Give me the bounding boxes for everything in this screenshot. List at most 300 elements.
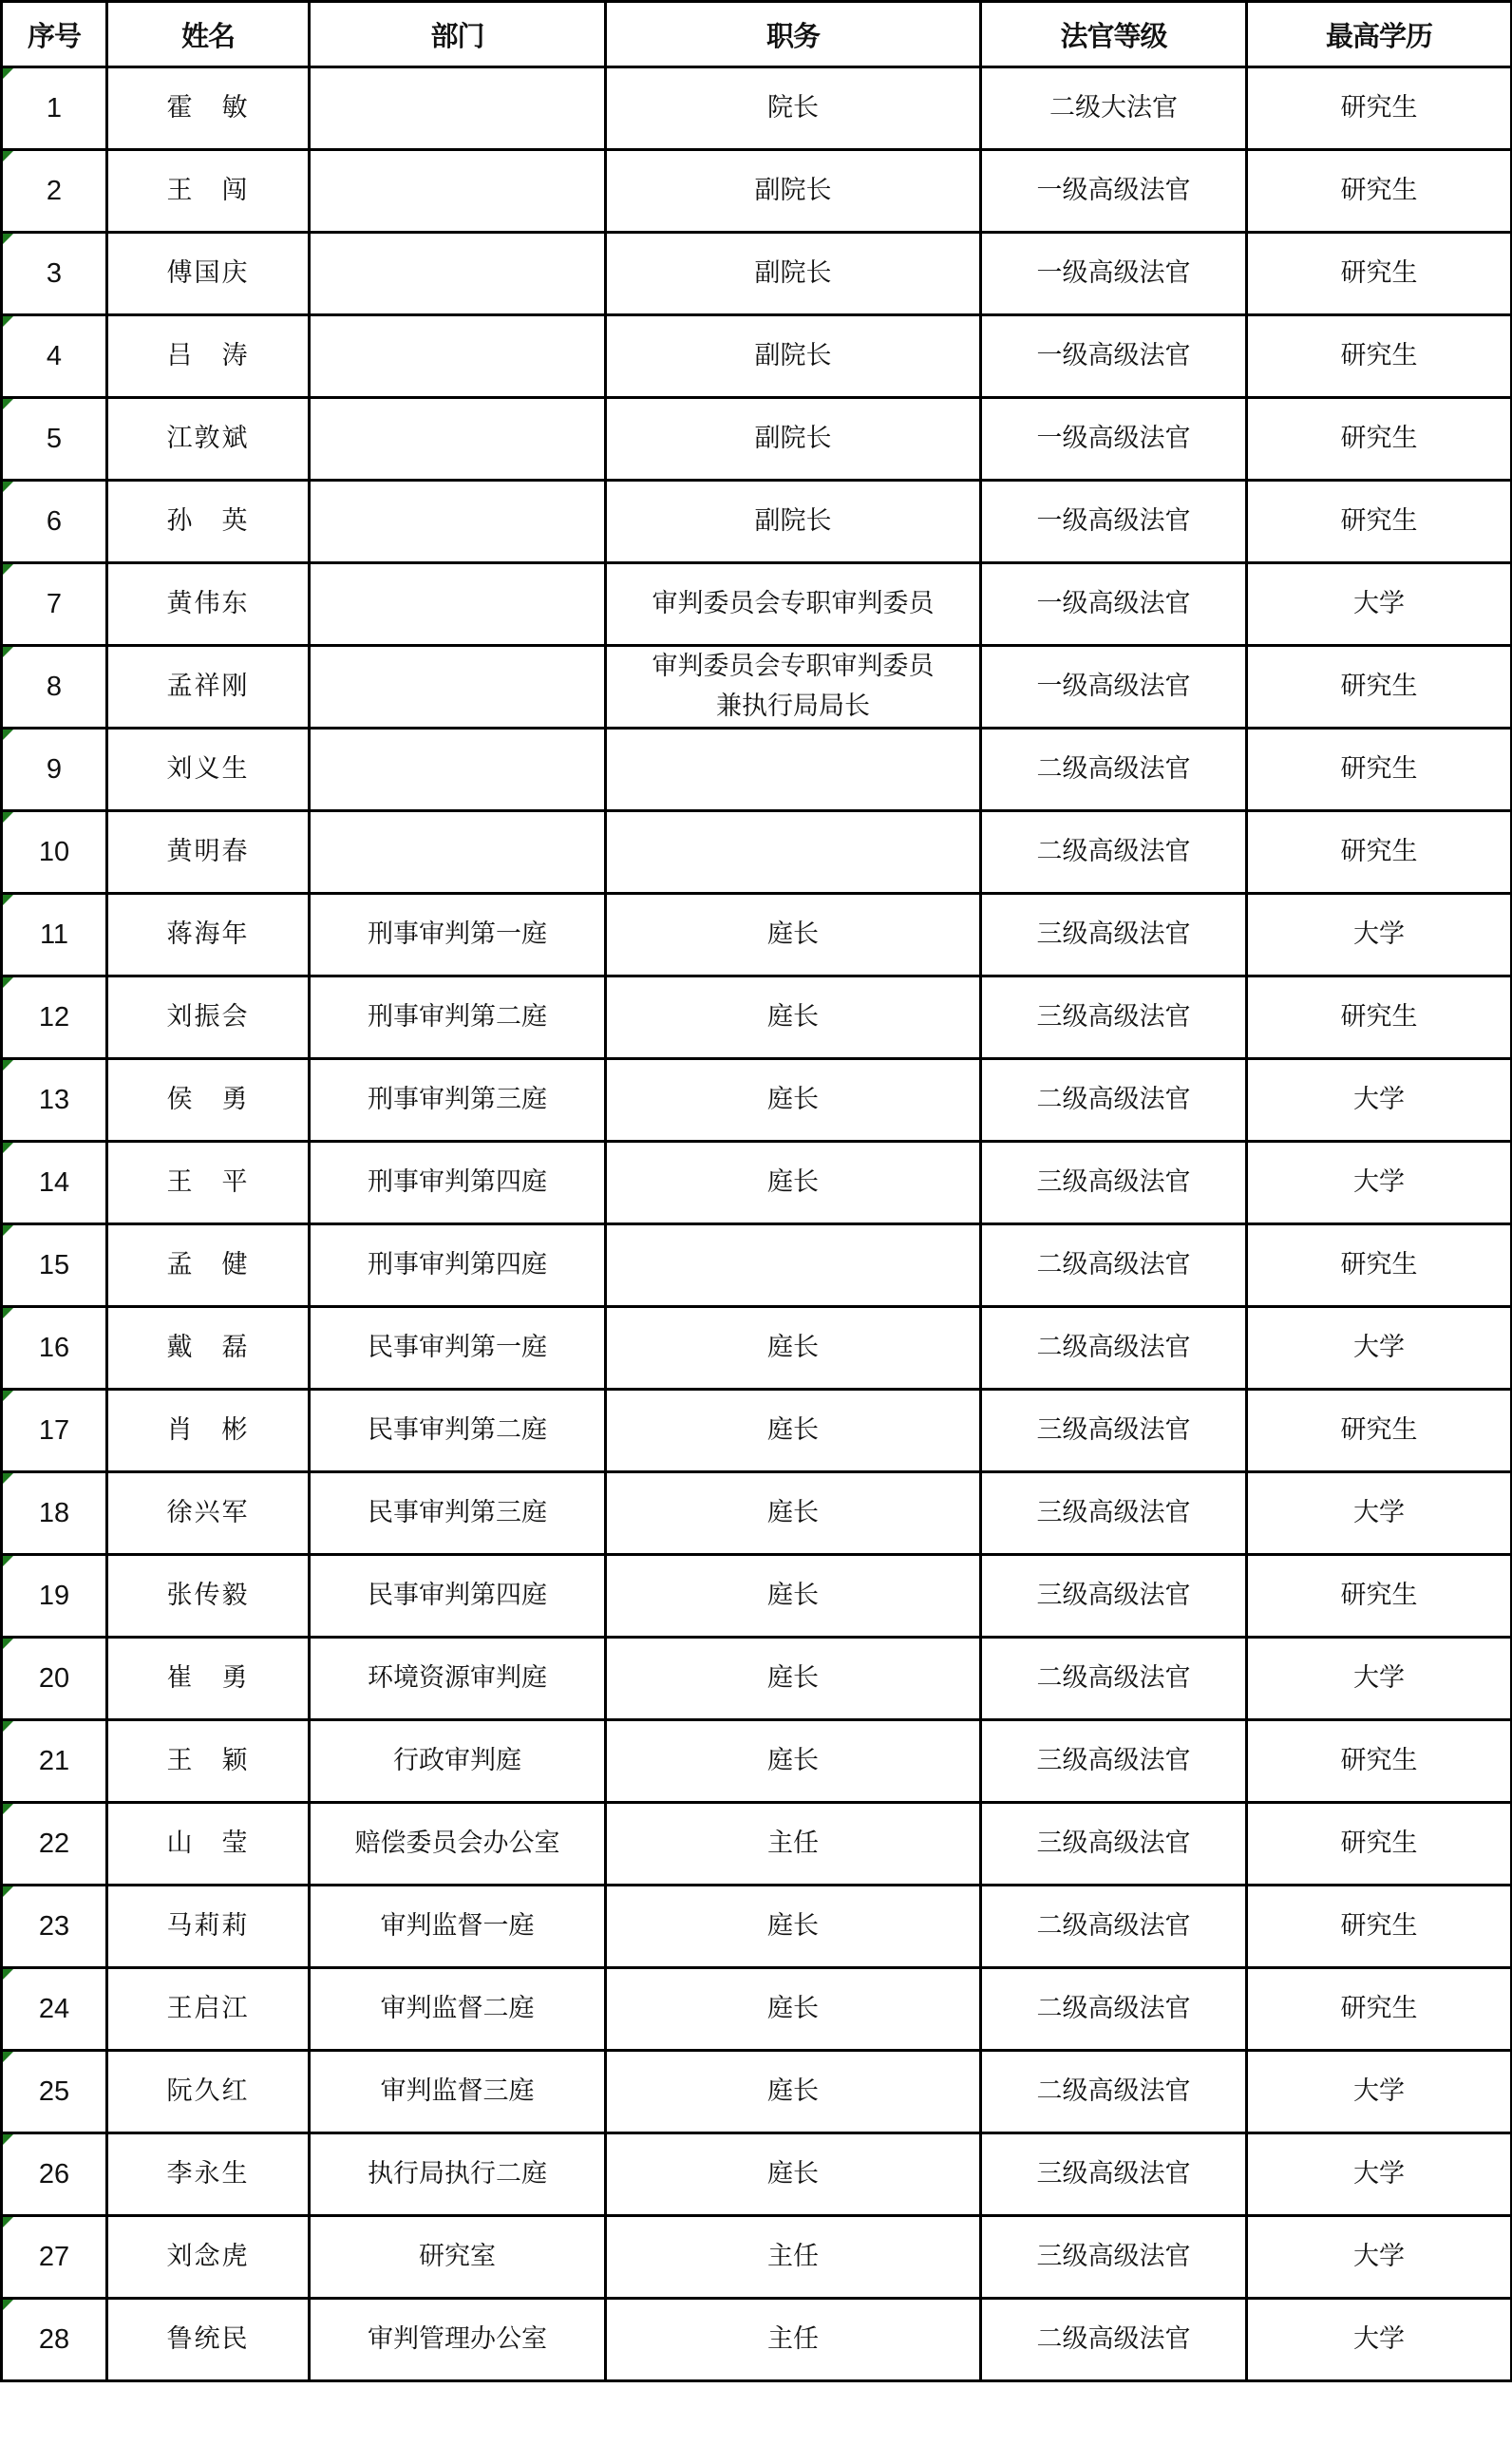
department: 审判监督二庭 [380,1994,535,2023]
cell-rank[interactable] [981,1224,1247,1307]
cell-rank[interactable] [981,67,1247,150]
judge-name: 徐兴军 [166,1498,250,1527]
comment-marker-icon [3,1721,13,1732]
table-row [2,1307,1512,1390]
cell-dept[interactable] [310,563,606,646]
education: 研究生 [1340,672,1418,701]
department: 刑事审判第四庭 [368,1167,547,1197]
cell-position[interactable] [606,1555,981,1638]
cell-dept[interactable] [310,2133,606,2216]
department: 民事审判第二庭 [368,1415,547,1445]
cell-education[interactable] [1247,729,1512,811]
cell-name[interactable] [107,1472,310,1555]
education: 大学 [1353,1333,1405,1362]
cell-name[interactable] [107,481,310,563]
cell-no[interactable] [2,1968,107,2051]
cell-dept[interactable] [310,1472,606,1555]
education: 研究生 [1340,176,1418,205]
education: 大学 [1353,1167,1405,1197]
cell-no[interactable] [2,2051,107,2133]
cell-dept[interactable] [310,1555,606,1638]
comment-marker-icon [3,1225,13,1236]
cell-name[interactable] [107,1968,310,2051]
position-line-1: 主任 [767,1829,819,1858]
judge-name: 阮久红 [166,2076,250,2106]
cell-education[interactable] [1247,1720,1512,1803]
judge-name: 王 平 [166,1167,250,1197]
cell-name[interactable] [107,1886,310,1968]
cell-education[interactable] [1247,1472,1512,1555]
cell-rank[interactable] [981,2299,1247,2381]
cell-education[interactable] [1247,1886,1512,1968]
table-row [2,1886,1512,1968]
position-line-1: 庭长 [767,1415,819,1445]
judge-name: 张传毅 [166,1581,250,1610]
row-number: 2 [46,176,63,206]
table-row [2,2133,1512,2216]
cell-dept[interactable] [310,1142,606,1224]
cell-rank[interactable] [981,2216,1247,2299]
table-row [2,729,1512,811]
cell-rank[interactable] [981,1390,1247,1472]
cell-dept[interactable] [310,811,606,894]
cell-position[interactable] [606,2133,981,2216]
cell-no[interactable] [2,1142,107,1224]
judge-rank: 二级高级法官 [1036,2324,1191,2354]
cell-name[interactable] [107,1390,310,1472]
cell-dept[interactable] [310,1307,606,1390]
cell-name[interactable] [107,315,310,398]
position-line-1: 庭长 [767,1167,819,1197]
cell-position[interactable] [606,894,981,976]
education: 研究生 [1340,1002,1418,1032]
table-row [2,150,1512,233]
cell-rank[interactable] [981,2133,1247,2216]
comment-marker-icon [3,1308,13,1318]
cell-rank[interactable] [981,1886,1247,1968]
table-row [2,1472,1512,1555]
judge-name: 肖 彬 [166,1415,250,1445]
table-row [2,2216,1512,2299]
table-row [2,1555,1512,1638]
cell-no[interactable] [2,1390,107,1472]
cell-education[interactable] [1247,976,1512,1059]
cell-no[interactable] [2,2133,107,2216]
table-row [2,67,1512,150]
comment-marker-icon [3,812,13,823]
judge-rank: 二级高级法官 [1036,2076,1191,2106]
cell-no[interactable] [2,563,107,646]
position-line-1: 审判委员会专职审判委员 [652,652,935,681]
row-number: 24 [38,1994,70,2024]
cell-no[interactable] [2,67,107,150]
cell-name[interactable] [107,150,310,233]
position-line-1: 院长 [767,93,819,123]
position-line-1: 庭长 [767,2076,819,2106]
judge-name: 王 颖 [166,1746,250,1775]
cell-education[interactable] [1247,67,1512,150]
judge-name: 李永生 [166,2159,250,2189]
cell-rank[interactable] [981,1472,1247,1555]
row-number: 5 [46,424,63,454]
cell-education[interactable] [1247,894,1512,976]
education: 大学 [1353,2242,1405,2271]
cell-position[interactable] [606,563,981,646]
position-line-1: 副院长 [754,506,832,536]
judge-name: 鲁统民 [166,2324,250,2354]
cell-no[interactable] [2,811,107,894]
comment-marker-icon [3,1143,13,1153]
judge-name: 傅国庆 [166,258,250,288]
table-body [2,67,1512,2381]
position-line-1: 庭长 [767,1085,819,1114]
table-row [2,976,1512,1059]
cell-rank[interactable] [981,894,1247,976]
cell-position[interactable] [606,1390,981,1472]
cell-position[interactable] [606,1307,981,1390]
header-name: 姓名 [107,2,310,67]
row-number: 21 [38,1746,70,1776]
cell-position[interactable] [606,1142,981,1224]
table-row [2,1803,1512,1886]
cell-name[interactable] [107,1720,310,1803]
row-number: 17 [38,1415,70,1446]
department: 研究室 [419,2242,496,2271]
cell-dept[interactable] [310,1638,606,1720]
position-line-1: 庭长 [767,1746,819,1775]
judge-rank: 二级高级法官 [1036,1250,1191,1279]
row-number: 15 [38,1250,70,1280]
judge-name: 刘振会 [166,1002,250,1032]
cell-rank[interactable] [981,1638,1247,1720]
position-line-1: 庭长 [767,1333,819,1362]
department: 环境资源审判庭 [368,1663,547,1693]
cell-education[interactable] [1247,150,1512,233]
education: 研究生 [1340,506,1418,536]
cell-position[interactable] [606,481,981,563]
row-number: 18 [38,1498,70,1528]
row-number: 25 [38,2076,70,2107]
cell-education[interactable] [1247,1224,1512,1307]
cell-no[interactable] [2,1307,107,1390]
cell-no[interactable] [2,233,107,315]
cell-position[interactable] [606,1968,981,2051]
cell-dept[interactable] [310,894,606,976]
department: 赔偿委员会办公室 [354,1829,560,1858]
cell-dept[interactable] [310,729,606,811]
education: 大学 [1353,1498,1405,1527]
table-row [2,1390,1512,1472]
position-line-1: 庭长 [767,1498,819,1527]
cell-name[interactable] [107,1307,310,1390]
table-row [2,1720,1512,1803]
cell-name[interactable] [107,729,310,811]
comment-marker-icon [3,1060,13,1071]
cell-no[interactable] [2,1638,107,1720]
education: 大学 [1353,2076,1405,2106]
table-row [2,481,1512,563]
cell-name[interactable] [107,1224,310,1307]
cell-dept[interactable] [310,481,606,563]
cell-dept[interactable] [310,1059,606,1142]
judge-name: 王启江 [166,1994,250,2023]
cell-position[interactable] [606,398,981,481]
cell-position[interactable] [606,2216,981,2299]
row-number: 26 [38,2159,70,2189]
education: 研究生 [1340,754,1418,784]
cell-name[interactable] [107,398,310,481]
cell-education[interactable] [1247,1638,1512,1720]
education: 大学 [1353,1663,1405,1693]
table-row [2,563,1512,646]
education: 研究生 [1340,93,1418,123]
comment-marker-icon [3,1391,13,1401]
cell-no[interactable] [2,2299,107,2381]
cell-name[interactable] [107,1059,310,1142]
row-number: 20 [38,1663,70,1694]
row-number: 10 [38,837,70,867]
cell-education[interactable] [1247,811,1512,894]
cell-position[interactable] [606,67,981,150]
cell-no[interactable] [2,1803,107,1886]
cell-name[interactable] [107,67,310,150]
cell-dept[interactable] [310,1886,606,1968]
cell-rank[interactable] [981,150,1247,233]
cell-education[interactable] [1247,1555,1512,1638]
cell-education[interactable] [1247,2051,1512,2133]
cell-position[interactable] [606,1886,981,1968]
cell-name[interactable] [107,976,310,1059]
cell-name[interactable] [107,2216,310,2299]
cell-name[interactable] [107,1638,310,1720]
cell-no[interactable] [2,1886,107,1968]
cell-rank[interactable] [981,1720,1247,1803]
education: 研究生 [1340,1994,1418,2023]
judge-rank: 三级高级法官 [1036,1746,1191,1775]
cell-rank[interactable] [981,1142,1247,1224]
cell-education[interactable] [1247,2216,1512,2299]
cell-dept[interactable] [310,2216,606,2299]
table-row [2,315,1512,398]
row-number: 12 [38,1002,70,1033]
cell-no[interactable] [2,894,107,976]
judge-rank: 二级高级法官 [1036,1663,1191,1693]
cell-name[interactable] [107,1142,310,1224]
cell-education[interactable] [1247,1390,1512,1472]
cell-position[interactable] [606,1638,981,1720]
cell-education[interactable] [1247,481,1512,563]
position-line-1: 庭长 [767,1581,819,1610]
cell-position[interactable] [606,2299,981,2381]
cell-education[interactable] [1247,1307,1512,1390]
cell-no[interactable] [2,398,107,481]
cell-no[interactable] [2,1224,107,1307]
judge-rank: 二级高级法官 [1036,1911,1191,1941]
cell-dept[interactable] [310,150,606,233]
table-row [2,894,1512,976]
cell-education[interactable] [1247,2133,1512,2216]
cell-position[interactable] [606,233,981,315]
cell-position[interactable] [606,1720,981,1803]
cell-rank[interactable] [981,976,1247,1059]
cell-name[interactable] [107,894,310,976]
cell-position[interactable] [606,2051,981,2133]
cell-education[interactable] [1247,398,1512,481]
table-row [2,646,1512,729]
cell-education[interactable] [1247,1803,1512,1886]
cell-no[interactable] [2,315,107,398]
cell-position[interactable] [606,646,981,729]
judge-rank: 三级高级法官 [1036,1167,1191,1197]
comment-marker-icon [3,234,13,244]
judge-name: 孟 健 [166,1250,250,1279]
cell-position[interactable] [606,1059,981,1142]
table-row [2,233,1512,315]
cell-rank[interactable] [981,1307,1247,1390]
cell-dept[interactable] [310,1968,606,2051]
cell-no[interactable] [2,1472,107,1555]
cell-position[interactable] [606,976,981,1059]
department: 刑事审判第三庭 [368,1085,547,1114]
department: 行政审判庭 [393,1746,521,1775]
judge-name: 孟祥刚 [166,672,250,701]
cell-rank[interactable] [981,315,1247,398]
cell-name[interactable] [107,1803,310,1886]
position-line-1: 主任 [767,2242,819,2271]
cell-rank[interactable] [981,481,1247,563]
row-number: 9 [46,754,63,785]
judge-name: 吕 涛 [166,341,250,370]
cell-name[interactable] [107,2133,310,2216]
cell-rank[interactable] [981,1555,1247,1638]
cell-rank[interactable] [981,646,1247,729]
judge-name: 刘义生 [166,754,250,784]
cell-position[interactable] [606,811,981,894]
judge-name: 山 莹 [166,1829,250,1858]
cell-position[interactable] [606,1224,981,1307]
cell-dept[interactable] [310,2051,606,2133]
cell-name[interactable] [107,233,310,315]
cell-education[interactable] [1247,315,1512,398]
judge-rank: 一级高级法官 [1036,176,1191,205]
cell-name[interactable] [107,2299,310,2381]
cell-rank[interactable] [981,398,1247,481]
cell-education[interactable] [1247,563,1512,646]
comment-marker-icon [3,564,13,575]
position-line-1: 副院长 [754,424,832,453]
cell-dept[interactable] [310,646,606,729]
cell-no[interactable] [2,729,107,811]
judge-rank: 三级高级法官 [1036,1581,1191,1610]
cell-name[interactable] [107,2051,310,2133]
cell-education[interactable] [1247,1142,1512,1224]
cell-rank[interactable] [981,563,1247,646]
cell-rank[interactable] [981,811,1247,894]
cell-name[interactable] [107,563,310,646]
comment-marker-icon [3,151,13,161]
cell-rank[interactable] [981,1059,1247,1142]
judge-rank: 一级高级法官 [1036,341,1191,370]
cell-rank[interactable] [981,2051,1247,2133]
cell-dept[interactable] [310,1803,606,1886]
judge-rank: 二级高级法官 [1036,1333,1191,1362]
comment-marker-icon [3,399,13,409]
cell-education[interactable] [1247,1968,1512,2051]
cell-dept[interactable] [310,1720,606,1803]
cell-dept[interactable] [310,315,606,398]
header-no: 序号 [2,2,107,67]
cell-education[interactable] [1247,233,1512,315]
education: 大学 [1353,2324,1405,2354]
cell-position[interactable] [606,150,981,233]
judge-rank: 一级高级法官 [1036,589,1191,618]
cell-dept[interactable] [310,2299,606,2381]
cell-dept[interactable] [310,976,606,1059]
cell-rank[interactable] [981,1803,1247,1886]
cell-position[interactable] [606,729,981,811]
cell-no[interactable] [2,150,107,233]
comment-marker-icon [3,2217,13,2227]
cell-dept[interactable] [310,398,606,481]
table-row [2,2051,1512,2133]
cell-no[interactable] [2,646,107,729]
education: 研究生 [1340,341,1418,370]
comment-marker-icon [3,1556,13,1566]
cell-dept[interactable] [310,1224,606,1307]
department: 审判管理办公室 [368,2324,547,2354]
education: 研究生 [1340,1415,1418,1445]
row-number: 19 [38,1581,70,1611]
education: 大学 [1353,1085,1405,1114]
cell-education[interactable] [1247,2299,1512,2381]
cell-no[interactable] [2,1059,107,1142]
cell-position[interactable] [606,1472,981,1555]
cell-education[interactable] [1247,646,1512,729]
cell-name[interactable] [107,646,310,729]
judge-rank: 三级高级法官 [1036,1498,1191,1527]
cell-dept[interactable] [310,67,606,150]
judge-rank: 一级高级法官 [1036,258,1191,288]
cell-education[interactable] [1247,1059,1512,1142]
cell-dept[interactable] [310,233,606,315]
cell-rank[interactable] [981,1968,1247,2051]
position-line-2: 兼执行局局长 [716,692,870,721]
cell-rank[interactable] [981,233,1247,315]
position-line-1: 主任 [767,2324,819,2354]
judge-name: 马莉莉 [166,1911,250,1941]
cell-name[interactable] [107,1555,310,1638]
department: 民事审判第三庭 [368,1498,547,1527]
cell-no[interactable] [2,2216,107,2299]
position-line-1: 庭长 [767,1994,819,2023]
position-line-1: 副院长 [754,341,832,370]
judge-name: 侯 勇 [166,1085,250,1114]
cell-dept[interactable] [310,1390,606,1472]
cell-no[interactable] [2,481,107,563]
cell-position[interactable] [606,1803,981,1886]
cell-name[interactable] [107,811,310,894]
cell-position[interactable] [606,315,981,398]
comment-marker-icon [3,2052,13,2062]
cell-no[interactable] [2,976,107,1059]
judge-rank: 三级高级法官 [1036,1829,1191,1858]
department: 刑事审判第四庭 [368,1250,547,1279]
education: 大学 [1353,2159,1405,2189]
cell-no[interactable] [2,1720,107,1803]
cell-no[interactable] [2,1555,107,1638]
comment-marker-icon [3,316,13,327]
cell-rank[interactable] [981,729,1247,811]
